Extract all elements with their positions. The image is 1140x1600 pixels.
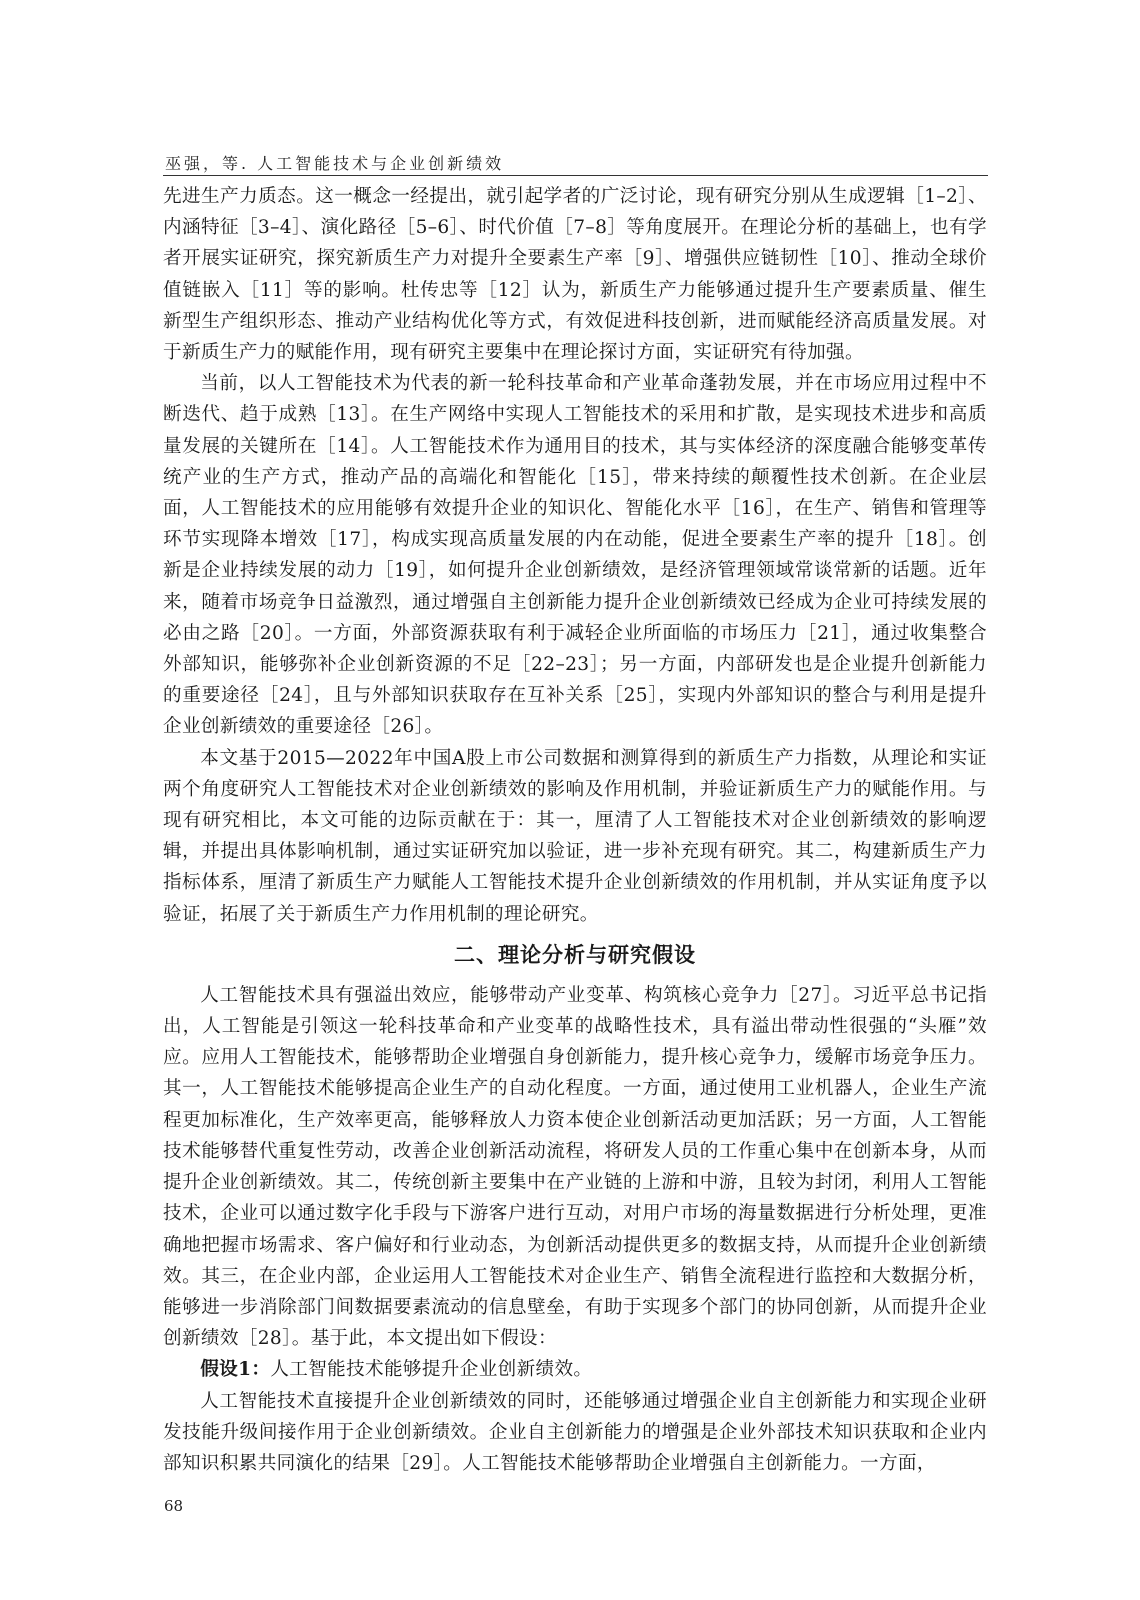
header-rule: [163, 175, 988, 176]
hypothesis-label: 假设1：: [200, 1359, 271, 1381]
paragraph: 本文基于2015—2022年中国A股上市公司数据和测算得到的新质生产力指数，从理论和实证两个角度研究人工智能技术对企业创新绩效的影响及作用机制，并验证新质生产力的赋能作用。与现有研究相比，本文可能的边际贡献在于：其一，厘清了人工智能技术对企业创新绩效的影响逻辑，并提出具体影响机制，通过实证研究加以验证，进一步补充现有研究。其二，构建新质生产力指标体系，厘清了新质生产力赋能人工智能技术提升企业创新绩效的作用机制，并从实证角度予以验证，拓展了关于新质生产力作用机制的理论研究。: [163, 747, 987, 925]
page-number: 68: [164, 1497, 184, 1515]
paragraph: 人工智能技术直接提升企业创新绩效的同时，还能够通过增强企业自主创新能力和实现企业研发技能升级间接作用于企业创新绩效。企业自主创新能力的增强是企业外部技术知识获取和企业内部知识积累共同演化的结果［29］。人工智能技术能够帮助企业增强自主创新能力。一方面，: [163, 1390, 987, 1474]
paragraph: 当前，以人工智能技术为代表的新一轮科技革命和产业革命蓬勃发展，并在市场应用过程中不断迭代、趋于成熟［13］。在生产网络中实现人工智能技术的采用和扩散，是实现技术进步和高质量发展的关键所在［14］。人工智能技术作为通用目的技术，其与实体经济的深度融合能够变革传统产业的生产方式，推动产品的高端化和智能化［15］，带来持续的颠覆性技术创新。在企业层面，人工智能技术的应用能够有效提升企业的知识化、智能化水平［16］，在生产、销售和管理等环节实现降本增效［17］，构成实现高质量发展的内在动能，促进全要素生产率的提升［18］。创新是企业持续发展的动力［19］，如何提升企业创新绩效，是经济管理领域常谈常新的话题。近年来，随着市场竞争日益激烈，通过增强自主创新能力提升企业创新绩效已经成为企业可持续发展的必由之路［20］。一方面，外部资源获取有利于减轻企业所面临的市场压力［21］，通过收集整合外部知识，能够弥补企业创新资源的不足［22–23］；另一方面，内部研发也是企业提升创新能力的重要途径［24］，且与外部知识获取存在互补关系［25］，实现内外部知识的整合与利用是提升企业创新绩效的重要途径［26］。: [163, 373, 987, 738]
paragraph: 人工智能技术具有强溢出效应，能够带动产业变革、构筑核心竞争力［27］。习近平总书记指出，人工智能是引领这一轮科技革命和产业变革的战略性技术，具有溢出带动性很强的“头雁”效应。应用人工智能技术，能够帮助企业增强自身创新能力，提升核心竞争力，缓解市场竞争压力。其一，人工智能技术能够提高企业生产的自动化程度。一方面，通过使用工业机器人，企业生产流程更加标准化，生产效率更高，能够释放人力资本使企业创新活动更加活跃；另一方面，人工智能技术能够替代重复性劳动，改善企业创新活动流程，将研发人员的工作重心集中在创新本身，从而提升企业创新绩效。其二，传统创新主要集中在产业链的上游和中游，且较为封闭，利用人工智能技术，企业可以通过数字化手段与下游客户进行互动，对用户市场的海量数据进行分析处理，更准确地把握市场需求、客户偏好和行业动态，为创新活动提供更多的数据支持，从而提升企业创新绩效。其三，在企业内部，企业运用人工智能技术对企业生产、销售全流程进行监控和大数据分析，能够进一步消除部门间数据要素流动的信息壁垒，有助于实现多个部门的协同创新，从而提升企业创新绩效［28］。基于此，本文提出如下假设：: [163, 984, 987, 1350]
running-header: 巫强，等. 人工智能技术与企业创新绩效: [165, 154, 505, 173]
paragraph-continued: 先进生产力质态。这一概念一经提出，就引起学者的广泛讨论，现有研究分别从生成逻辑［1–2］、内涵特征［3–4］、演化路径［5–6］、时代价值［7–8］等角度展开。在理论分析的基础上，也有学者开展实证研究，探究新质生产力对提升全要素生产率［9］、增强供应链韧性［10］、推动全球价值链嵌入［11］等的影响。杜传忠等［12］认为，新质生产力能够通过提升生产要素质量、催生新型生产组织形态、推动产业结构优化等方式，有效促进科技创新，进而赋能经济高质量发展。对于新质生产力的赋能作用，现有研究主要集中在理论探讨方面，实证研究有待加强。: [163, 186, 987, 364]
section-heading: 二、理论分析与研究假设: [454, 942, 696, 967]
article-body: [163, 181, 987, 1479]
hypothesis-text: 人工智能技术能够提升企业创新绩效。: [270, 1359, 593, 1381]
hypothesis-paragraph: [163, 1354, 987, 1385]
